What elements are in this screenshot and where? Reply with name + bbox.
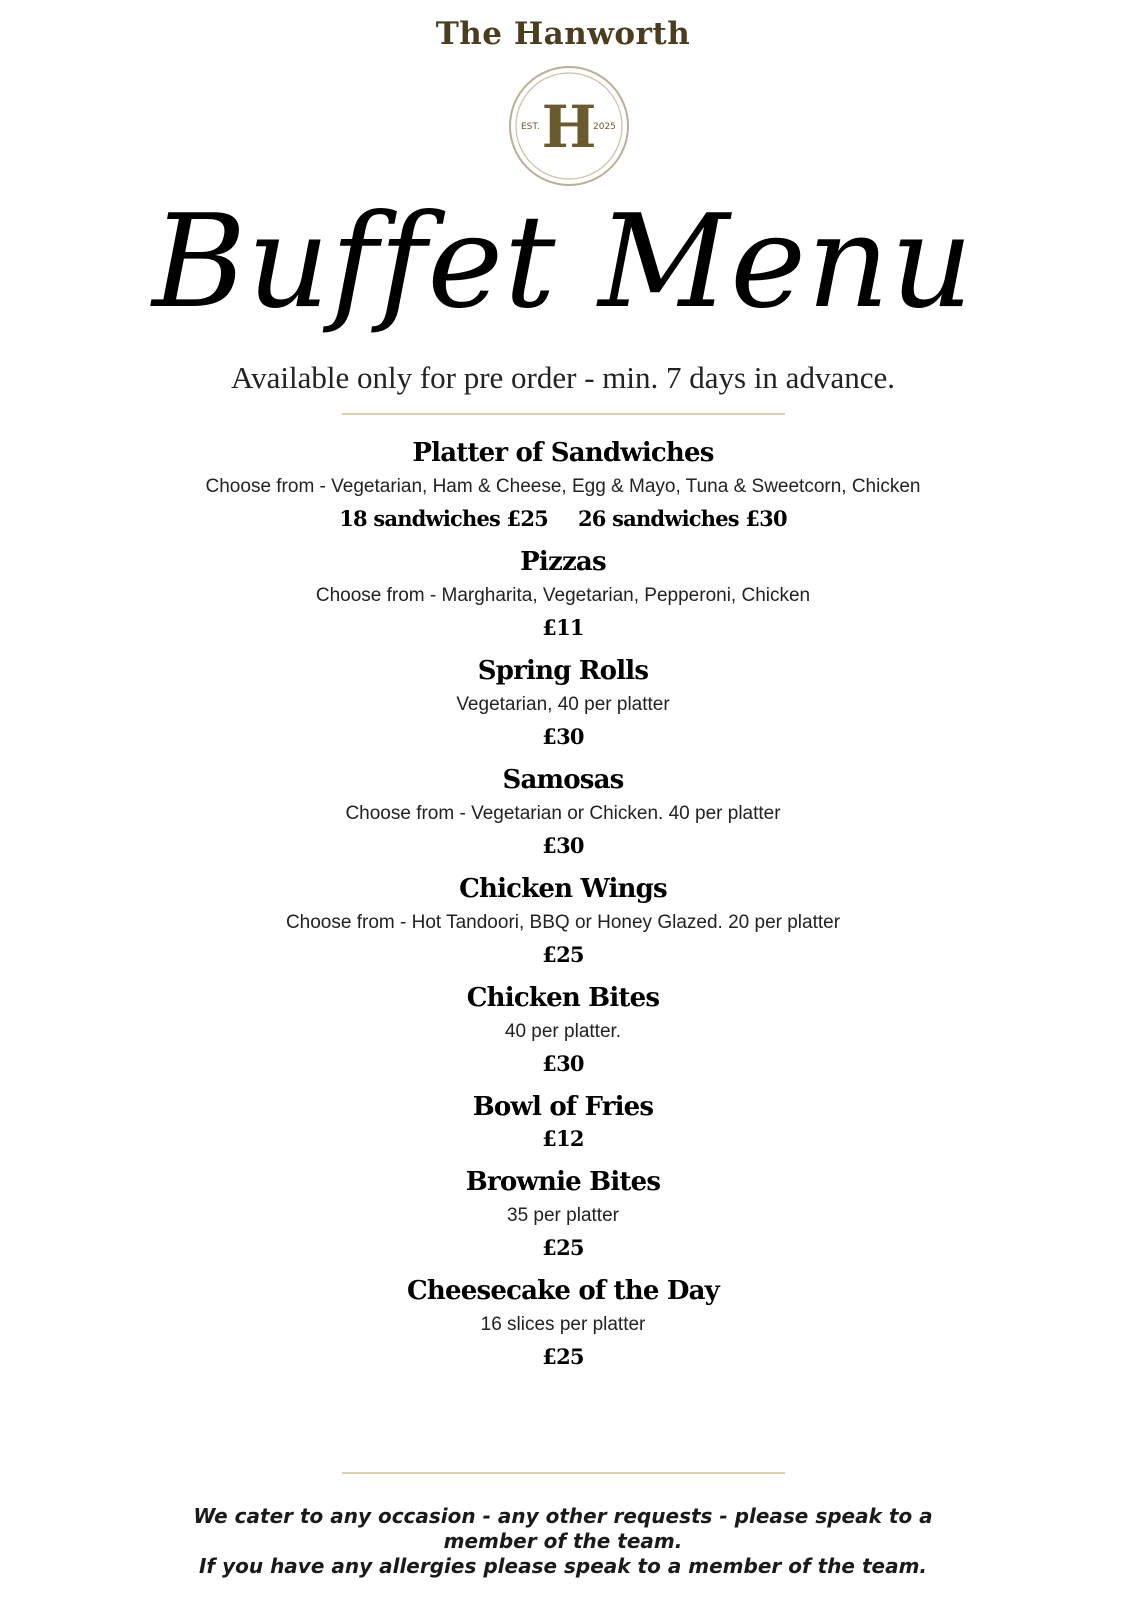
- menu-item-price: [0, 504, 1126, 534]
- menu-item-pizzas: [0, 545, 1126, 643]
- menu-item-description: 35 per platter: [507, 1205, 619, 1226]
- menu-item-description: Choose from - Margharita, Vegetarian, Pepperoni, Chicken: [315, 585, 811, 606]
- menu-item-name: Chicken Wings: [459, 874, 667, 904]
- restaurant-name: The Hanworth: [435, 16, 691, 52]
- menu-item-price: £12: [542, 1126, 584, 1151]
- menu-item-price: £25: [542, 942, 584, 967]
- menu-item-spring-rolls: [0, 654, 1126, 752]
- menu-item-chicken-bites: [0, 981, 1126, 1079]
- logo-year-label: 2025: [593, 122, 616, 132]
- menu-item-name: Spring Rolls: [477, 656, 649, 686]
- menu-item-description: Choose from - Hot Tandoori, BBQ or Honey Glazed. 20 per platter: [285, 912, 841, 933]
- menu-item-price: £25: [542, 1235, 584, 1260]
- bottom-divider: [342, 1472, 785, 1474]
- menu-item-name: Cheesecake of the Day: [407, 1276, 719, 1306]
- menu-item-name: Pizzas: [520, 547, 606, 577]
- menu-item-description: Vegetarian, 40 per platter: [456, 694, 670, 715]
- footer-note: [0, 1504, 1126, 1579]
- menu-list: [0, 436, 1126, 1372]
- menu-item-price: £30: [542, 1051, 584, 1076]
- menu-item-fries: [0, 1090, 1126, 1154]
- menu-item-price: £30: [542, 724, 584, 749]
- menu-item-chicken-wings: [0, 872, 1126, 970]
- menu-item-brownie-bites: [0, 1165, 1126, 1263]
- page-subtitle: Available only for pre order - min. 7 days in advance.: [231, 360, 895, 395]
- menu-item-description: 16 slices per platter: [480, 1314, 646, 1335]
- menu-item-description: 40 per platter.: [504, 1021, 622, 1042]
- menu-item-name: Samosas: [502, 765, 624, 795]
- restaurant-logo: [507, 64, 631, 188]
- menu-item-sandwiches: [0, 436, 1126, 534]
- menu-item-name: Platter of Sandwiches: [412, 438, 714, 468]
- footer-occasion-note: We cater to any occasion - any other requests - please speak to a member of the team.: [193, 1504, 933, 1553]
- logo-letter: H: [541, 93, 597, 161]
- menu-item-description: Choose from - Vegetarian, Ham & Cheese, Egg & Mayo, Tuna & Sweetcorn, Chicken: [205, 476, 921, 497]
- top-divider: [342, 413, 785, 415]
- menu-item-description: Choose from - Vegetarian or Chicken. 40 per platter: [345, 803, 781, 824]
- menu-item-samosas: [0, 763, 1126, 861]
- price-option-26: 26 sandwiches £30: [578, 506, 787, 531]
- menu-item-price: £11: [542, 615, 584, 640]
- footer-allergy-note: If you have any allergies please speak to a member of the team.: [198, 1554, 928, 1578]
- menu-item-name: Bowl of Fries: [472, 1092, 654, 1122]
- menu-item-cheesecake: [0, 1274, 1126, 1372]
- page-title: Buffet Menu: [152, 188, 974, 337]
- menu-item-price: £30: [542, 833, 584, 858]
- menu-item-price: £25: [542, 1344, 584, 1369]
- price-option-18: 18 sandwiches £25: [339, 506, 548, 531]
- menu-item-name: Brownie Bites: [465, 1167, 661, 1197]
- logo-est-label: EST.: [521, 122, 540, 132]
- menu-item-name: Chicken Bites: [466, 983, 660, 1013]
